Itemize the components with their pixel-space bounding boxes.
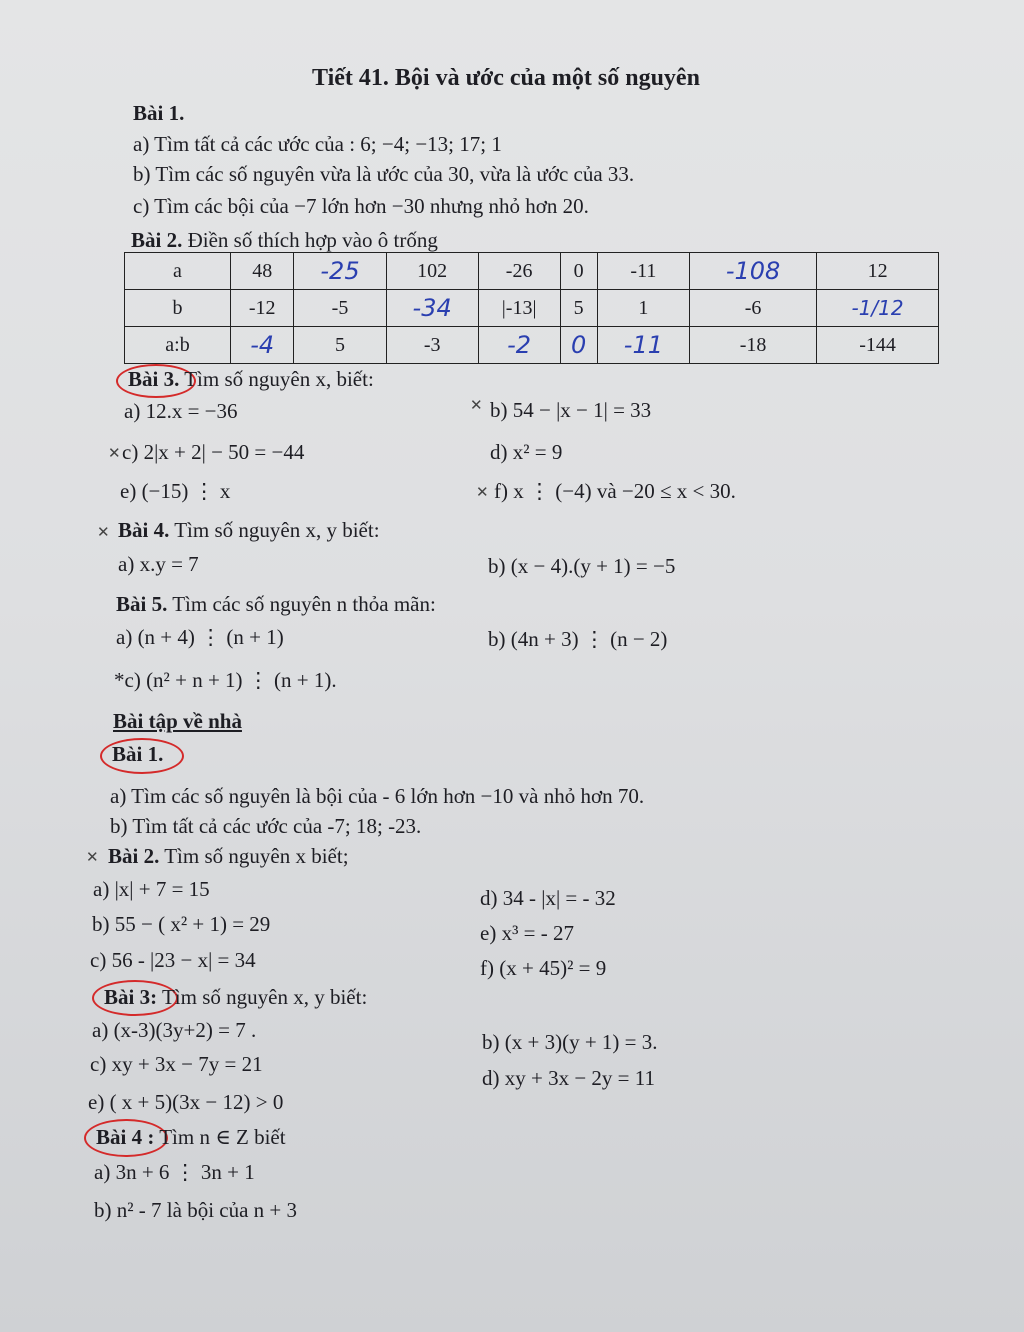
hw-bai2-b: b) 55 − ( x² + 1) = 29 bbox=[92, 912, 271, 936]
fill-in-table bbox=[124, 252, 939, 364]
hw-bai4-heading: Bài 4 : bbox=[96, 1125, 155, 1149]
bai2-line bbox=[131, 230, 438, 251]
cross-mark-icon: ✕ bbox=[108, 444, 121, 462]
table-cell-handwritten: -11 bbox=[597, 327, 689, 364]
bai5-c: *c) (n² + n + 1) ⋮ (n + 1). bbox=[114, 668, 337, 692]
table-cell: 12 bbox=[817, 253, 939, 290]
table-cell: -6 bbox=[689, 290, 816, 327]
bai4-line bbox=[118, 520, 380, 541]
hw-bai2-d: d) 34 - |x| = - 32 bbox=[480, 886, 616, 910]
table-row-a bbox=[125, 253, 939, 290]
hw-bai4-b: b) n² - 7 là bội của n + 3 bbox=[94, 1198, 298, 1222]
table-cell-handwritten: -1/12 bbox=[817, 290, 939, 327]
hw-bai2-line bbox=[108, 846, 349, 867]
table-cell: -18 bbox=[689, 327, 816, 364]
bai3-b: b) 54 − |x − 1| = 33 bbox=[490, 398, 652, 422]
hw-bai4-line bbox=[96, 1127, 286, 1148]
table-cell: a bbox=[125, 253, 231, 290]
table-cell-handwritten: -4 bbox=[231, 327, 294, 364]
bai3-f: f) x ⋮ (−4) và −20 ≤ x < 30. bbox=[494, 479, 736, 503]
hw-bai2-a: a) |x| + 7 = 15 bbox=[93, 877, 210, 901]
table-cell: -11 bbox=[597, 253, 689, 290]
table-cell: b bbox=[125, 290, 231, 327]
table-row-b bbox=[125, 290, 939, 327]
hw-bai1-a: a) Tìm các số nguyên là bội của - 6 lớn hơn −10 và nhỏ hơn 70. bbox=[110, 784, 645, 808]
bai3-d: d) x² = 9 bbox=[490, 440, 563, 464]
bai4-text: Tìm số nguyên x, y biết: bbox=[174, 518, 380, 542]
hw-bai3-heading: Bài 3: bbox=[104, 985, 158, 1009]
hw-bai2-text: Tìm số nguyên x biết; bbox=[164, 844, 349, 868]
bai5-a: a) (n + 4) ⋮ (n + 1) bbox=[116, 625, 284, 649]
bai1-a: a) Tìm tất cả các ước của : 6; −4; −13; 17; 1 bbox=[133, 132, 502, 156]
bai4-b: b) (x − 4).(y + 1) = −5 bbox=[488, 554, 676, 578]
bai1-b: b) Tìm các số nguyên vừa là ước của 30, vừa là ước của 33. bbox=[133, 162, 635, 186]
hw-bai3-line bbox=[104, 987, 367, 1008]
page-title: Tiết 41. Bội và ước của một số nguyên bbox=[312, 65, 700, 91]
table-cell-handwritten: -2 bbox=[478, 327, 560, 364]
table-cell: -3 bbox=[386, 327, 478, 364]
hw-bai3-d: d) xy + 3x − 2y = 11 bbox=[482, 1066, 655, 1090]
table-cell-handwritten: 0 bbox=[560, 327, 597, 364]
hw-bai3-e: e) ( x + 5)(3x − 12) > 0 bbox=[88, 1090, 284, 1114]
bai3-line bbox=[128, 369, 374, 390]
hw-bai4-text: Tìm n ∈ Z biết bbox=[159, 1125, 286, 1149]
table-cell: 0 bbox=[560, 253, 597, 290]
homework-heading: Bài tập về nhà bbox=[113, 709, 242, 733]
hw-bai3-text: Tìm số nguyên x, y biết: bbox=[161, 985, 368, 1009]
table-cell: -26 bbox=[478, 253, 560, 290]
hw-bai4-a: a) 3n + 6 ⋮ 3n + 1 bbox=[94, 1160, 255, 1184]
bai3-a: a) 12.x = −36 bbox=[124, 399, 238, 423]
table-cell: 5 bbox=[294, 327, 386, 364]
table-cell-handwritten: -25 bbox=[294, 253, 386, 290]
cross-mark-icon: ✕ bbox=[97, 523, 110, 541]
table-cell: |-13| bbox=[478, 290, 560, 327]
cross-mark-icon: ✕ bbox=[476, 483, 489, 501]
hw-bai2-heading: Bài 2. bbox=[108, 844, 160, 868]
bai2-heading: Bài 2. bbox=[131, 228, 183, 252]
hw-bai2-f: f) (x + 45)² = 9 bbox=[480, 956, 607, 980]
table-cell: 48 bbox=[231, 253, 294, 290]
table-cell: 1 bbox=[597, 290, 689, 327]
table-cell: -144 bbox=[817, 327, 939, 364]
bai3-c: c) 2|x + 2| − 50 = −44 bbox=[122, 440, 305, 464]
table-cell: 102 bbox=[386, 253, 478, 290]
cross-mark-icon: ✕ bbox=[470, 396, 483, 414]
bai5-heading: Bài 5. bbox=[116, 592, 168, 616]
bai5-line bbox=[116, 594, 436, 615]
bai1-c: c) Tìm các bội của −7 lớn hơn −30 nhưng nhỏ hơn 20. bbox=[133, 194, 589, 218]
bai5-b: b) (4n + 3) ⋮ (n − 2) bbox=[488, 627, 668, 651]
bai1-heading: Bài 1. bbox=[133, 101, 185, 125]
bai4-heading: Bài 4. bbox=[118, 518, 170, 542]
bai3-text: Tìm số nguyên x, biết: bbox=[184, 367, 374, 391]
bai2-text: Điền số thích hợp vào ô trống bbox=[187, 228, 438, 252]
table-cell: a:b bbox=[125, 327, 231, 364]
bai5-text: Tìm các số nguyên n thỏa mãn: bbox=[172, 592, 436, 616]
bai3-e: e) (−15) ⋮ x bbox=[120, 479, 231, 503]
hw-bai3-a: a) (x-3)(3y+2) = 7 . bbox=[92, 1018, 257, 1042]
table-cell-handwritten: -108 bbox=[689, 253, 816, 290]
hw-bai3-c: c) xy + 3x − 7y = 21 bbox=[90, 1052, 263, 1076]
table-cell: 5 bbox=[560, 290, 597, 327]
table-cell: -12 bbox=[231, 290, 294, 327]
hw-bai2-c: c) 56 - |23 − x| = 34 bbox=[90, 948, 256, 972]
hw-bai3-b: b) (x + 3)(y + 1) = 3. bbox=[482, 1030, 658, 1054]
hw-bai1-heading: Bài 1. bbox=[112, 742, 164, 766]
table-cell: -5 bbox=[294, 290, 386, 327]
cross-mark-icon: ✕ bbox=[86, 848, 99, 866]
bai4-a: a) x.y = 7 bbox=[118, 552, 199, 576]
hw-bai1-b: b) Tìm tất cả các ước của -7; 18; -23. bbox=[110, 814, 422, 838]
hw-bai2-e: e) x³ = - 27 bbox=[480, 921, 574, 945]
table-row-ab bbox=[125, 327, 939, 364]
table-cell-handwritten: -34 bbox=[386, 290, 478, 327]
bai3-heading: Bài 3. bbox=[128, 367, 180, 391]
